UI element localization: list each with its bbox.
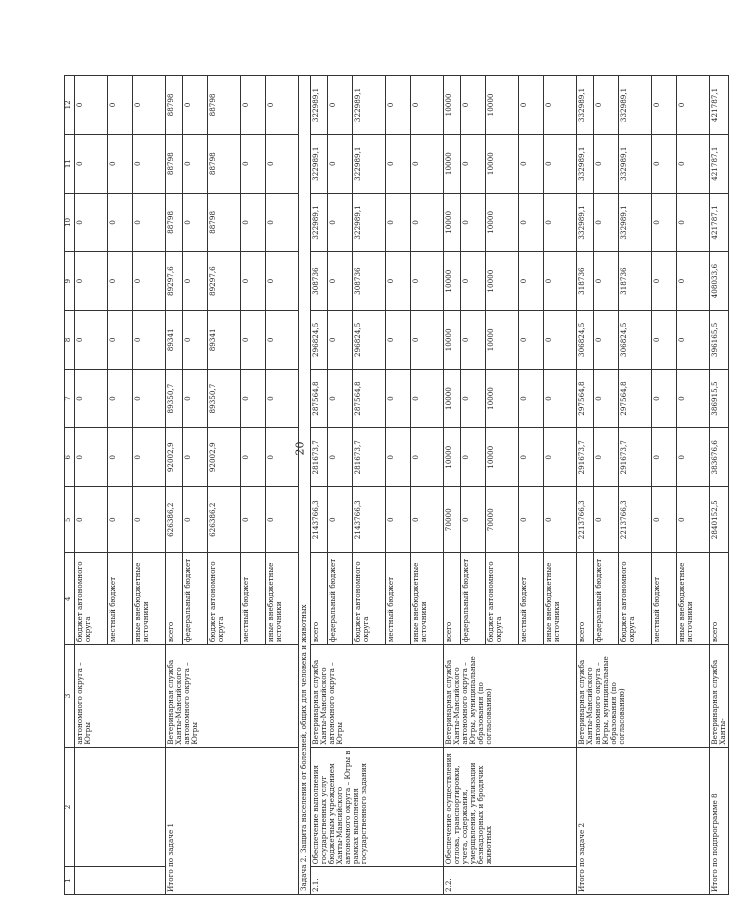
funding-source: бюджет автономного округа: [75, 553, 108, 645]
measure-number: 2.2.: [444, 867, 577, 895]
amount-cell: 10000: [444, 369, 461, 428]
amount-cell: 0: [519, 310, 544, 369]
funding-source: всего: [166, 553, 183, 645]
amount-cell: 0: [461, 310, 486, 369]
executor-cell: Ветеринарная служба Ханты-Мансийского автономного округа – Югры, муниципальные образования (по согласованию): [444, 645, 577, 748]
page-number: 20: [293, 441, 307, 456]
amount-cell: 0: [108, 428, 133, 487]
amount-cell: 0: [75, 487, 108, 553]
measure-number: 2.1.: [311, 867, 444, 895]
amount-cell: 89350,7: [166, 369, 183, 428]
amount-cell: 0: [544, 134, 577, 193]
amount-cell: 332989,1: [577, 134, 594, 193]
amount-cell: 287564,8: [311, 369, 328, 428]
column-number: 1: [65, 867, 75, 895]
amount-cell: 0: [328, 428, 353, 487]
funding-source: местный бюджет: [241, 553, 266, 645]
amount-cell: 0: [386, 76, 411, 135]
amount-cell: 296824,5: [311, 310, 328, 369]
amount-cell: 421787,1: [710, 134, 729, 193]
amount-cell: 88798: [166, 134, 183, 193]
amount-cell: 0: [328, 252, 353, 311]
amount-cell: 306824,5: [577, 310, 594, 369]
amount-cell: 0: [328, 76, 353, 135]
amount-cell: 0: [266, 428, 299, 487]
amount-cell: 0: [133, 369, 166, 428]
table-row: [444, 76, 461, 895]
amount-cell: 0: [461, 76, 486, 135]
executor-cell: Ветеринарная служба Ханты-Мансийского автономного округа – Югры: [166, 645, 299, 748]
amount-cell: 0: [266, 369, 299, 428]
funding-source: федеральный бюджет: [183, 553, 208, 645]
amount-cell: 322989,1: [353, 76, 386, 135]
amount-cell: 0: [108, 252, 133, 311]
amount-cell: 0: [108, 193, 133, 252]
amount-cell: 383676,6: [710, 428, 729, 487]
measure-name: Обеспечение осуществления отлова, транспортировки, учета, содержания, умерщвления, утилизации безнадзорных и бродячих животных: [444, 747, 577, 867]
amount-cell: 0: [75, 252, 108, 311]
amount-cell: 0: [411, 310, 444, 369]
funding-source: федеральный бюджет: [328, 553, 353, 645]
funding-source: иные внебюджетные источники: [677, 553, 710, 645]
funding-source: бюджет автономного округа: [619, 553, 652, 645]
amount-cell: 89350,7: [208, 369, 241, 428]
amount-cell: 0: [75, 369, 108, 428]
amount-cell: 0: [266, 252, 299, 311]
amount-cell: 10000: [486, 134, 519, 193]
task-title: Задача 2. Защита населения от болезней, общих для человека и животных: [299, 76, 311, 895]
amount-cell: 306824,5: [619, 310, 652, 369]
amount-cell: 10000: [444, 193, 461, 252]
amount-cell: 291673,7: [577, 428, 594, 487]
amount-cell: 0: [652, 428, 677, 487]
amount-cell: 0: [108, 369, 133, 428]
executor-cell: Ветеринарная служба Ханты-Мансийского автономного округа – Югры: [311, 645, 444, 748]
amount-cell: 322989,1: [353, 193, 386, 252]
amount-cell: 332989,1: [619, 193, 652, 252]
column-number: 9: [65, 252, 75, 311]
amount-cell: 0: [519, 487, 544, 553]
amount-cell: 0: [652, 193, 677, 252]
amount-cell: 296824,5: [353, 310, 386, 369]
amount-cell: 10000: [444, 252, 461, 311]
measure-name: Обеспечение выполнения государственных услуг бюджетным учреждением Ханты-Мансийского автономного округа – Югры в рамках выполнения государственного задания: [311, 747, 444, 867]
amount-cell: 0: [183, 76, 208, 135]
amount-cell: 0: [544, 193, 577, 252]
amount-cell: 0: [544, 369, 577, 428]
amount-cell: 89341: [208, 310, 241, 369]
amount-cell: 0: [183, 134, 208, 193]
amount-cell: 0: [386, 487, 411, 553]
amount-cell: 10000: [486, 310, 519, 369]
amount-cell: 0: [75, 428, 108, 487]
amount-cell: 0: [183, 487, 208, 553]
table-row: [311, 76, 328, 895]
amount-cell: 88798: [208, 134, 241, 193]
rotated-page: [64, 75, 728, 895]
amount-cell: 322989,1: [353, 134, 386, 193]
amount-cell: 0: [519, 252, 544, 311]
amount-cell: 281673,7: [353, 428, 386, 487]
amount-cell: 0: [594, 428, 619, 487]
amount-cell: 88798: [166, 76, 183, 135]
amount-cell: 0: [461, 193, 486, 252]
amount-cell: 0: [241, 134, 266, 193]
funding-source: всего: [577, 553, 594, 645]
amount-cell: 0: [519, 134, 544, 193]
funding-source: иные внебюджетные источники: [266, 553, 299, 645]
amount-cell: 0: [386, 369, 411, 428]
amount-cell: 89297,6: [166, 252, 183, 311]
amount-cell: 70000: [486, 487, 519, 553]
amount-cell: 0: [133, 76, 166, 135]
amount-cell: 10000: [486, 76, 519, 135]
empty-cell: [75, 867, 166, 895]
amount-cell: 0: [519, 193, 544, 252]
funding-source: бюджет автономного округа: [208, 553, 241, 645]
amount-cell: 0: [328, 193, 353, 252]
amount-cell: 0: [386, 134, 411, 193]
amount-cell: 0: [594, 487, 619, 553]
amount-cell: 0: [411, 369, 444, 428]
amount-cell: 0: [544, 310, 577, 369]
amount-cell: 88798: [208, 76, 241, 135]
amount-cell: 0: [241, 76, 266, 135]
column-number: 11: [65, 134, 75, 193]
amount-cell: 0: [183, 428, 208, 487]
amount-cell: 0: [241, 428, 266, 487]
amount-cell: 0: [266, 76, 299, 135]
amount-cell: 0: [461, 487, 486, 553]
amount-cell: 0: [133, 487, 166, 553]
funding-source: федеральный бюджет: [594, 553, 619, 645]
funding-source: местный бюджет: [519, 553, 544, 645]
amount-cell: 0: [75, 310, 108, 369]
amount-cell: 92002,9: [208, 428, 241, 487]
amount-cell: 0: [386, 252, 411, 311]
amount-cell: 332989,1: [577, 193, 594, 252]
funding-source: федеральный бюджет: [461, 553, 486, 645]
amount-cell: 0: [411, 193, 444, 252]
row-label: Итого по задаче 1: [166, 747, 299, 894]
amount-cell: 332989,1: [619, 134, 652, 193]
amount-cell: 0: [183, 369, 208, 428]
amount-cell: 0: [75, 193, 108, 252]
column-number: 2: [65, 747, 75, 867]
amount-cell: 10000: [444, 76, 461, 135]
column-number: 12: [65, 76, 75, 135]
amount-cell: 0: [133, 134, 166, 193]
amount-cell: 318736: [577, 252, 594, 311]
row-label: Итого по подпрограмме 8: [710, 747, 729, 894]
table-row: [577, 76, 594, 895]
amount-cell: 0: [461, 428, 486, 487]
amount-cell: 0: [544, 252, 577, 311]
amount-cell: 0: [108, 310, 133, 369]
amount-cell: 0: [133, 310, 166, 369]
empty-cell: [75, 747, 166, 867]
amount-cell: 0: [677, 487, 710, 553]
task-row: [299, 76, 311, 895]
table-row: [75, 76, 108, 895]
funding-source: бюджет автономного округа: [353, 553, 386, 645]
executor-cell: Ветеринарная служба Ханты-Мансийского автономного округа – Югры, муниципальные образования (по согласованию): [577, 645, 710, 748]
column-number-row: [65, 76, 75, 895]
table-row: [166, 76, 183, 895]
amount-cell: 0: [386, 428, 411, 487]
amount-cell: 0: [677, 134, 710, 193]
amount-cell: 88798: [208, 193, 241, 252]
funding-source: иные внебюджетные источники: [411, 553, 444, 645]
amount-cell: 0: [266, 134, 299, 193]
amount-cell: 322989,1: [311, 134, 328, 193]
column-number: 8: [65, 310, 75, 369]
amount-cell: 0: [133, 193, 166, 252]
amount-cell: 0: [677, 76, 710, 135]
amount-cell: 332989,1: [619, 76, 652, 135]
amount-cell: 0: [594, 76, 619, 135]
funding-source: всего: [444, 553, 461, 645]
amount-cell: 0: [266, 193, 299, 252]
amount-cell: 297564,8: [619, 369, 652, 428]
amount-cell: 2213766,3: [577, 487, 594, 553]
amount-cell: 0: [594, 134, 619, 193]
amount-cell: 0: [652, 76, 677, 135]
column-number: 10: [65, 193, 75, 252]
amount-cell: 0: [328, 310, 353, 369]
amount-cell: 0: [519, 369, 544, 428]
column-number: 5: [65, 487, 75, 553]
financing-table: [64, 75, 729, 895]
funding-source: местный бюджет: [386, 553, 411, 645]
amount-cell: 0: [328, 134, 353, 193]
funding-source: местный бюджет: [652, 553, 677, 645]
amount-cell: 0: [544, 428, 577, 487]
amount-cell: 297564,8: [577, 369, 594, 428]
amount-cell: 0: [411, 252, 444, 311]
amount-cell: 0: [241, 310, 266, 369]
amount-cell: 0: [594, 310, 619, 369]
amount-cell: 0: [266, 487, 299, 553]
amount-cell: 421787,1: [710, 76, 729, 135]
amount-cell: 0: [328, 487, 353, 553]
amount-cell: 0: [183, 310, 208, 369]
amount-cell: 318736: [619, 252, 652, 311]
column-number: 3: [65, 645, 75, 748]
amount-cell: 281673,7: [311, 428, 328, 487]
amount-cell: 386915,5: [710, 369, 729, 428]
amount-cell: 291673,7: [619, 428, 652, 487]
amount-cell: 10000: [486, 252, 519, 311]
funding-source: иные внебюджетные источники: [544, 553, 577, 645]
amount-cell: 10000: [444, 428, 461, 487]
table-row: [710, 76, 729, 895]
funding-source: всего: [710, 553, 729, 645]
amount-cell: 0: [241, 487, 266, 553]
amount-cell: 308736: [353, 252, 386, 311]
funding-source: иные внебюджетные источники: [133, 553, 166, 645]
amount-cell: 88798: [166, 193, 183, 252]
amount-cell: 408033,6: [710, 252, 729, 311]
amount-cell: 332989,1: [577, 76, 594, 135]
amount-cell: 0: [108, 76, 133, 135]
amount-cell: 0: [544, 76, 577, 135]
amount-cell: 0: [108, 134, 133, 193]
amount-cell: 0: [677, 369, 710, 428]
amount-cell: 0: [411, 428, 444, 487]
executor-cell: Ветеринарная служба Ханты-: [710, 645, 729, 748]
amount-cell: 0: [594, 193, 619, 252]
amount-cell: 421787,1: [710, 193, 729, 252]
amount-cell: 0: [266, 310, 299, 369]
amount-cell: 0: [677, 252, 710, 311]
amount-cell: 0: [544, 487, 577, 553]
column-number: 4: [65, 553, 75, 645]
amount-cell: 10000: [486, 193, 519, 252]
funding-source: местный бюджет: [108, 553, 133, 645]
amount-cell: 2840152,5: [710, 487, 729, 553]
amount-cell: 89297,6: [208, 252, 241, 311]
amount-cell: 0: [328, 369, 353, 428]
amount-cell: 10000: [444, 310, 461, 369]
amount-cell: 626386,2: [208, 487, 241, 553]
column-number: 6: [65, 428, 75, 487]
amount-cell: 0: [461, 252, 486, 311]
amount-cell: 0: [461, 369, 486, 428]
amount-cell: 308736: [311, 252, 328, 311]
amount-cell: 0: [75, 76, 108, 135]
amount-cell: 0: [133, 428, 166, 487]
amount-cell: 0: [133, 252, 166, 311]
amount-cell: 0: [461, 134, 486, 193]
amount-cell: 322989,1: [311, 76, 328, 135]
amount-cell: 0: [108, 487, 133, 553]
amount-cell: 0: [241, 252, 266, 311]
amount-cell: 0: [652, 310, 677, 369]
amount-cell: 0: [652, 134, 677, 193]
amount-cell: 70000: [444, 487, 461, 553]
amount-cell: 0: [519, 428, 544, 487]
amount-cell: 0: [241, 369, 266, 428]
amount-cell: 0: [183, 252, 208, 311]
amount-cell: 0: [183, 193, 208, 252]
amount-cell: 0: [652, 369, 677, 428]
amount-cell: 0: [677, 310, 710, 369]
amount-cell: 92002,9: [166, 428, 183, 487]
amount-cell: 0: [386, 310, 411, 369]
amount-cell: 10000: [486, 369, 519, 428]
amount-cell: 0: [411, 487, 444, 553]
amount-cell: 0: [241, 193, 266, 252]
amount-cell: 89341: [166, 310, 183, 369]
column-number: 7: [65, 369, 75, 428]
amount-cell: 287564,8: [353, 369, 386, 428]
amount-cell: 0: [386, 193, 411, 252]
amount-cell: 0: [677, 428, 710, 487]
funding-source: бюджет автономного округа: [486, 553, 519, 645]
executor-cell: автономного округа – Югры: [75, 645, 166, 748]
amount-cell: 10000: [444, 134, 461, 193]
amount-cell: 10000: [486, 428, 519, 487]
amount-cell: 0: [411, 76, 444, 135]
amount-cell: 0: [594, 369, 619, 428]
amount-cell: 396165,5: [710, 310, 729, 369]
amount-cell: 0: [411, 134, 444, 193]
amount-cell: 322989,1: [311, 193, 328, 252]
amount-cell: 2213766,3: [619, 487, 652, 553]
amount-cell: 2143766,3: [353, 487, 386, 553]
row-label: Итого по задаче 2: [577, 747, 710, 894]
amount-cell: 2143766,3: [311, 487, 328, 553]
amount-cell: 0: [519, 76, 544, 135]
amount-cell: 0: [652, 252, 677, 311]
amount-cell: 0: [594, 252, 619, 311]
amount-cell: 0: [75, 134, 108, 193]
amount-cell: 0: [652, 487, 677, 553]
amount-cell: 626386,2: [166, 487, 183, 553]
amount-cell: 0: [677, 193, 710, 252]
funding-source: всего: [311, 553, 328, 645]
